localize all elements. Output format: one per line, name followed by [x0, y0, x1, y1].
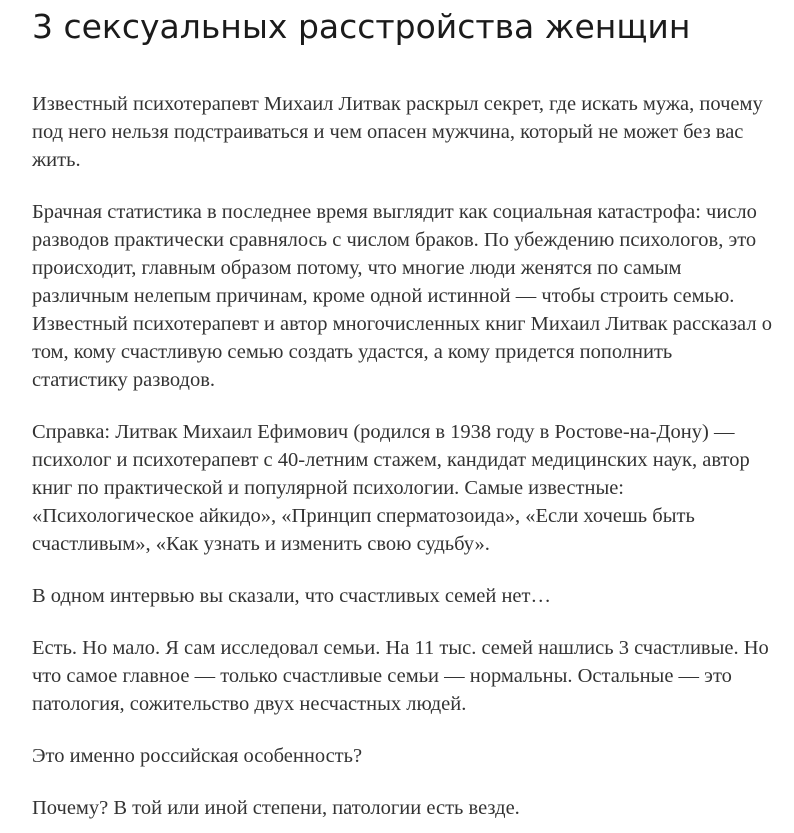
article-paragraph-reference: Справка: Литвак Михаил Ефимович (родился в 1938 году в Ростове-на-Дону) — психолог и психотерапевт с 40-летним стажем, кандидат медицинских наук, автор книг по практической и популярной психологии. Самые известные: «Психологическое айкидо», «Принцип сперматозоида», «Если хочешь быть счастливым», «Как узнать и изменить свою судьбу». — [32, 421, 750, 555]
article-title: 3 сексуальных расстройства женщин — [32, 7, 691, 46]
article-paragraph-statistics: Брачная статистика в последнее время выглядит как социальная катастрофа: число разводов практически сравнялось с числом браков. По убеждению психологов, это происходит, главным образом потому, что многие люди женятся по самым различным нелепым причинам, кроме одной истинной — чтобы строить семью. Известный психотерапевт и автор многочисленных книг Михаил Литвак рассказал о том, кому счастливую семью создать удастся, а кому придется пополнить статистику разводов. — [32, 201, 772, 391]
interview-question-2: Это именно российская особенность? — [32, 745, 363, 767]
interview-answer-2: Почему? В той или иной степени, патологии есть везде. — [32, 797, 520, 819]
interview-answer-1: Есть. Но мало. Я сам исследовал семьи. На 11 тыс. семей нашлись 3 счастливые. Но что самое главное — только счастливые семьи — нормальны. Остальные — это патология, сожительство двух несчастных людей. — [32, 637, 769, 715]
article-paragraph-intro: Известный психотерапевт Михаил Литвак раскрыл секрет, где искать мужа, почему под него нельзя подстраиваться и чем опасен мужчина, который не может без вас жить. — [32, 93, 763, 171]
interview-question-1: В одном интервью вы сказали, что счастливых семей нет… — [32, 585, 551, 607]
article — [32, 0, 772, 822]
